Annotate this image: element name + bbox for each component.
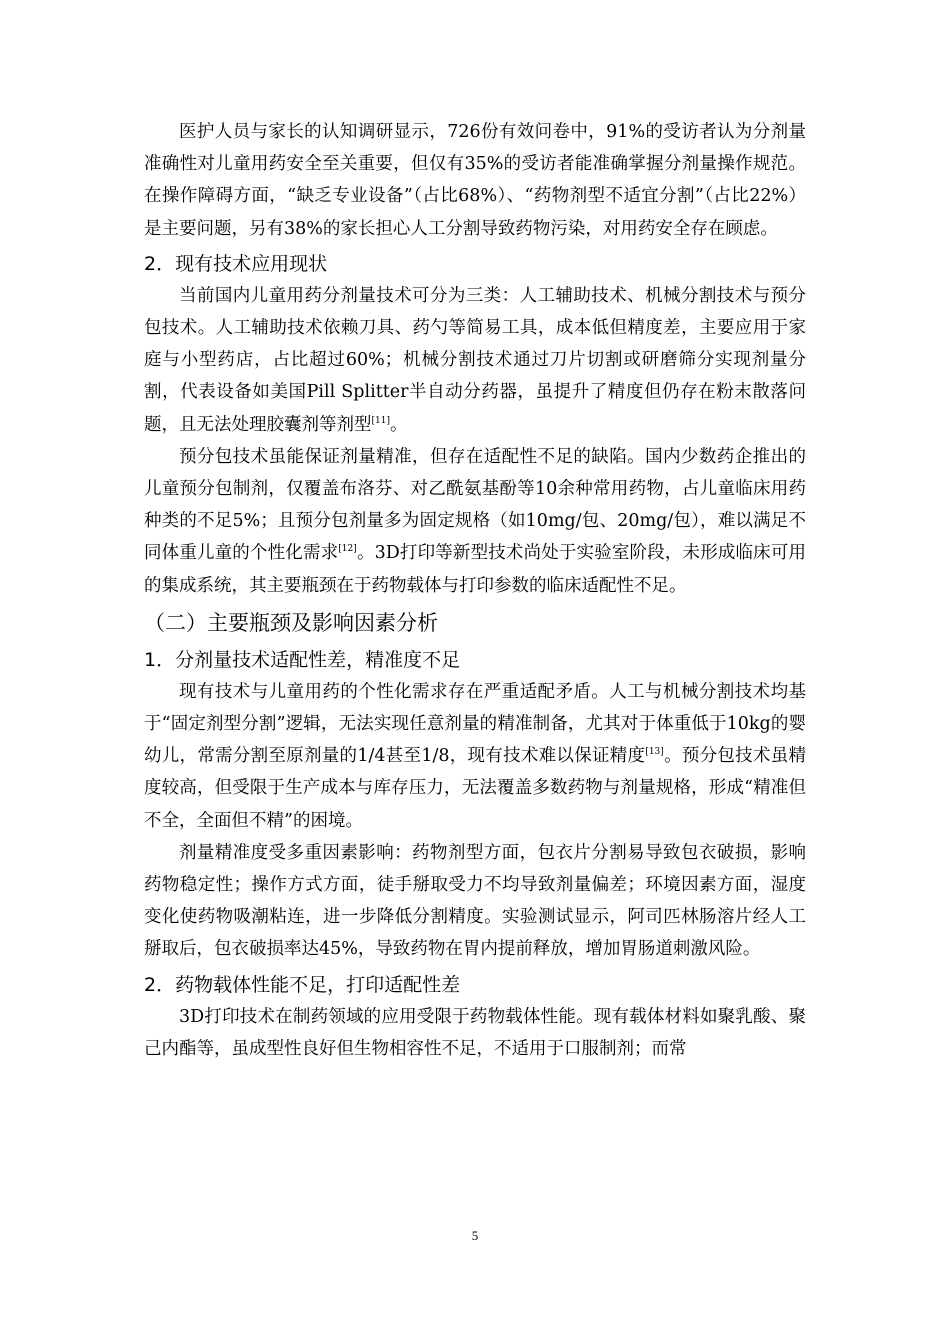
heading-adaptability: 1．分剂量技术适配性差，精准度不足	[144, 648, 461, 671]
paragraph-prepackaged-text: 预分包技术虽能保证剂量精准，但存在适配性不足的缺陷。国内少数药企推出的儿童预分包制剂，仅覆盖布洛芬、对乙酰氨基酚等10余种常用药物，占儿童临床用药种类的不足5%；且预分包剂量多为固定规格（如10mg/包、20mg/包），难以满足不同体重儿童的个性化需求	[144, 446, 806, 564]
citation-11: [11]	[371, 415, 390, 426]
citation-13: [13]	[645, 747, 664, 758]
document-body	[144, 116, 806, 1065]
paragraph-technology-types-text: 当前国内儿童用药分剂量技术可分为三类：人工辅助技术、机械分割技术与预分包技术。人工辅助技术依赖刀具、药勺等简易工具，成本低但精度差，主要应用于家庭与小型药店，占比超过60%；机械分割技术通过刀片切割或研磨筛分实现剂量分割，代表设备如美国Pill Splitter半自动分药器，虽提升了精度但仍存在粉末散落问题，且无法处理胶囊剂等剂型	[144, 285, 806, 435]
paragraph-prepackaged	[144, 441, 806, 602]
heading-bottlenecks: （二）主要瓶颈及影响因素分析	[144, 610, 438, 635]
heading-carrier-performance: 2．药物载体性能不足，打印适配性差	[144, 973, 461, 996]
heading-current-status: 2．现有技术应用现状	[144, 252, 328, 275]
paragraph-technology-types	[144, 280, 806, 441]
paragraph-precision-factors: 剂量精准度受多重因素影响：药物剂型方面，包衣片分割易导致包衣破损，影响药物稳定性；操作方式方面，徒手掰取受力不均导致剂量偏差；环境因素方面，湿度变化使药物吸潮粘连，进一步降低分割精度。实验测试显示，阿司匹林肠溶片经人工掰取后，包衣破损率达45%，导致药物在胃内提前释放，增加胃肠道刺激风险。	[144, 842, 806, 960]
paragraph-adaptability-text: 现有技术与儿童用药的个性化需求存在严重适配矛盾。人工与机械分割技术均基于“固定剂型分割”逻辑，无法实现任意剂量的精准制备，尤其对于体重低于10kg的婴幼儿，常需分割至原剂量的1/4甚至1/8，现有技术难以保证精度	[144, 681, 806, 767]
paragraph-adaptability	[144, 676, 806, 837]
paragraph-carrier: 3D打印技术在制药领域的应用受限于药物载体性能。现有载体材料如聚乳酸、聚己内酯等，虽成型性良好但生物相容性不足，不适用于口服制剂；而常	[144, 1006, 806, 1059]
citation-12: [12]	[338, 544, 357, 555]
paragraph-survey: 医护人员与家长的认知调研显示，726份有效问卷中，91%的受访者认为分剂量准确性对儿童用药安全至关重要，但仅有35%的受访者能准确掌握分剂量操作规范。在操作障碍方面，“缺乏专业设备”（占比68%）、“药物剂型不适宜分割”（占比22%）是主要问题，另有38%的家长担心人工分割导致药物污染，对用药安全存在顾虑。	[144, 122, 806, 239]
paragraph-prepackaged-end: 。3D打印等新型技术尚处于实验室阶段，未形成临床可用的集成系统，其主要瓶颈在于药物载体与打印参数的临床适配性不足。	[144, 543, 807, 596]
paragraph-adaptability-end: 。预分包技术虽精度较高，但受限于生产成本与库存压力，无法覆盖多数药物与剂量规格，形成“精准但不全，全面但不精”的困境。	[144, 746, 807, 831]
page-number: 5	[471, 1228, 479, 1243]
paragraph-technology-types-end: 。	[389, 414, 408, 435]
